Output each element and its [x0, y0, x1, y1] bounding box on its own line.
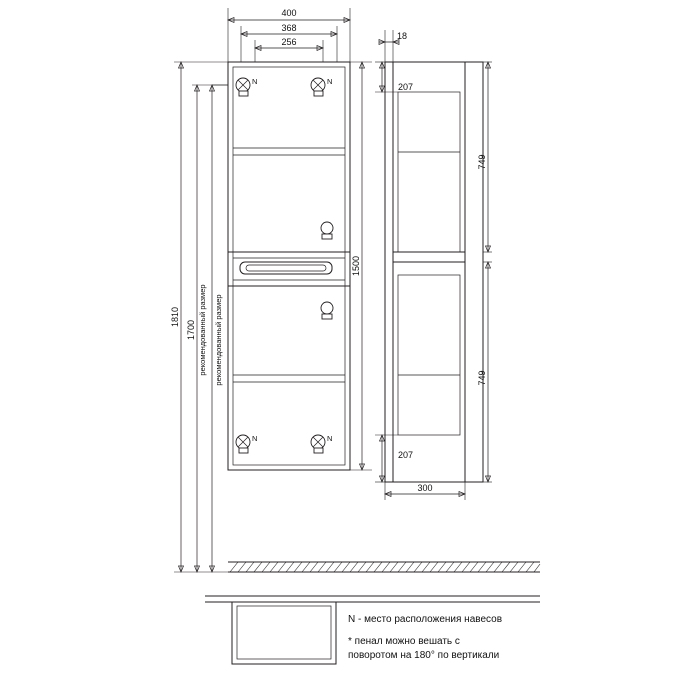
dim-749-lower: 749	[477, 370, 487, 386]
side-back-panel	[465, 62, 483, 482]
hanger-label-2: N	[327, 77, 333, 86]
notes-block	[348, 614, 502, 661]
dim-1500: 1500	[351, 255, 361, 277]
label-rec-size-1: рекомендованный размер	[198, 284, 207, 376]
side-view	[385, 62, 483, 482]
dim-207-top: 207	[398, 82, 414, 92]
hinge-upper	[321, 222, 333, 239]
side-front-edge	[385, 62, 393, 482]
note-line-1: N - место расположения навесов	[348, 614, 503, 625]
dim-749-upper: 749	[477, 154, 487, 170]
dim-368: 368	[281, 23, 297, 33]
front-view	[228, 62, 350, 470]
top-view-body	[232, 602, 336, 664]
floor-hatching	[228, 562, 540, 572]
hanger-label-4: N	[327, 434, 333, 443]
dim-1700: 1700	[186, 319, 196, 341]
dim-256: 256	[281, 37, 297, 47]
note-line-3: поворотом на 180° по вертикали	[348, 650, 500, 661]
note-line-2: * пенал можно вешать с	[348, 636, 460, 647]
dim-1810: 1810	[170, 306, 180, 328]
hanger-label-1: N	[252, 77, 258, 86]
hinge-lower	[321, 302, 333, 319]
hanger-label-3: N	[252, 434, 258, 443]
dim-18: 18	[397, 31, 408, 41]
dim-400: 400	[281, 8, 297, 18]
front-handle	[240, 262, 332, 274]
handle-bar	[240, 262, 332, 274]
dim-207-bottom: 207	[398, 450, 414, 460]
label-rec-size-2: рекомендованный размер	[214, 294, 223, 386]
dim-300: 300	[417, 483, 433, 493]
